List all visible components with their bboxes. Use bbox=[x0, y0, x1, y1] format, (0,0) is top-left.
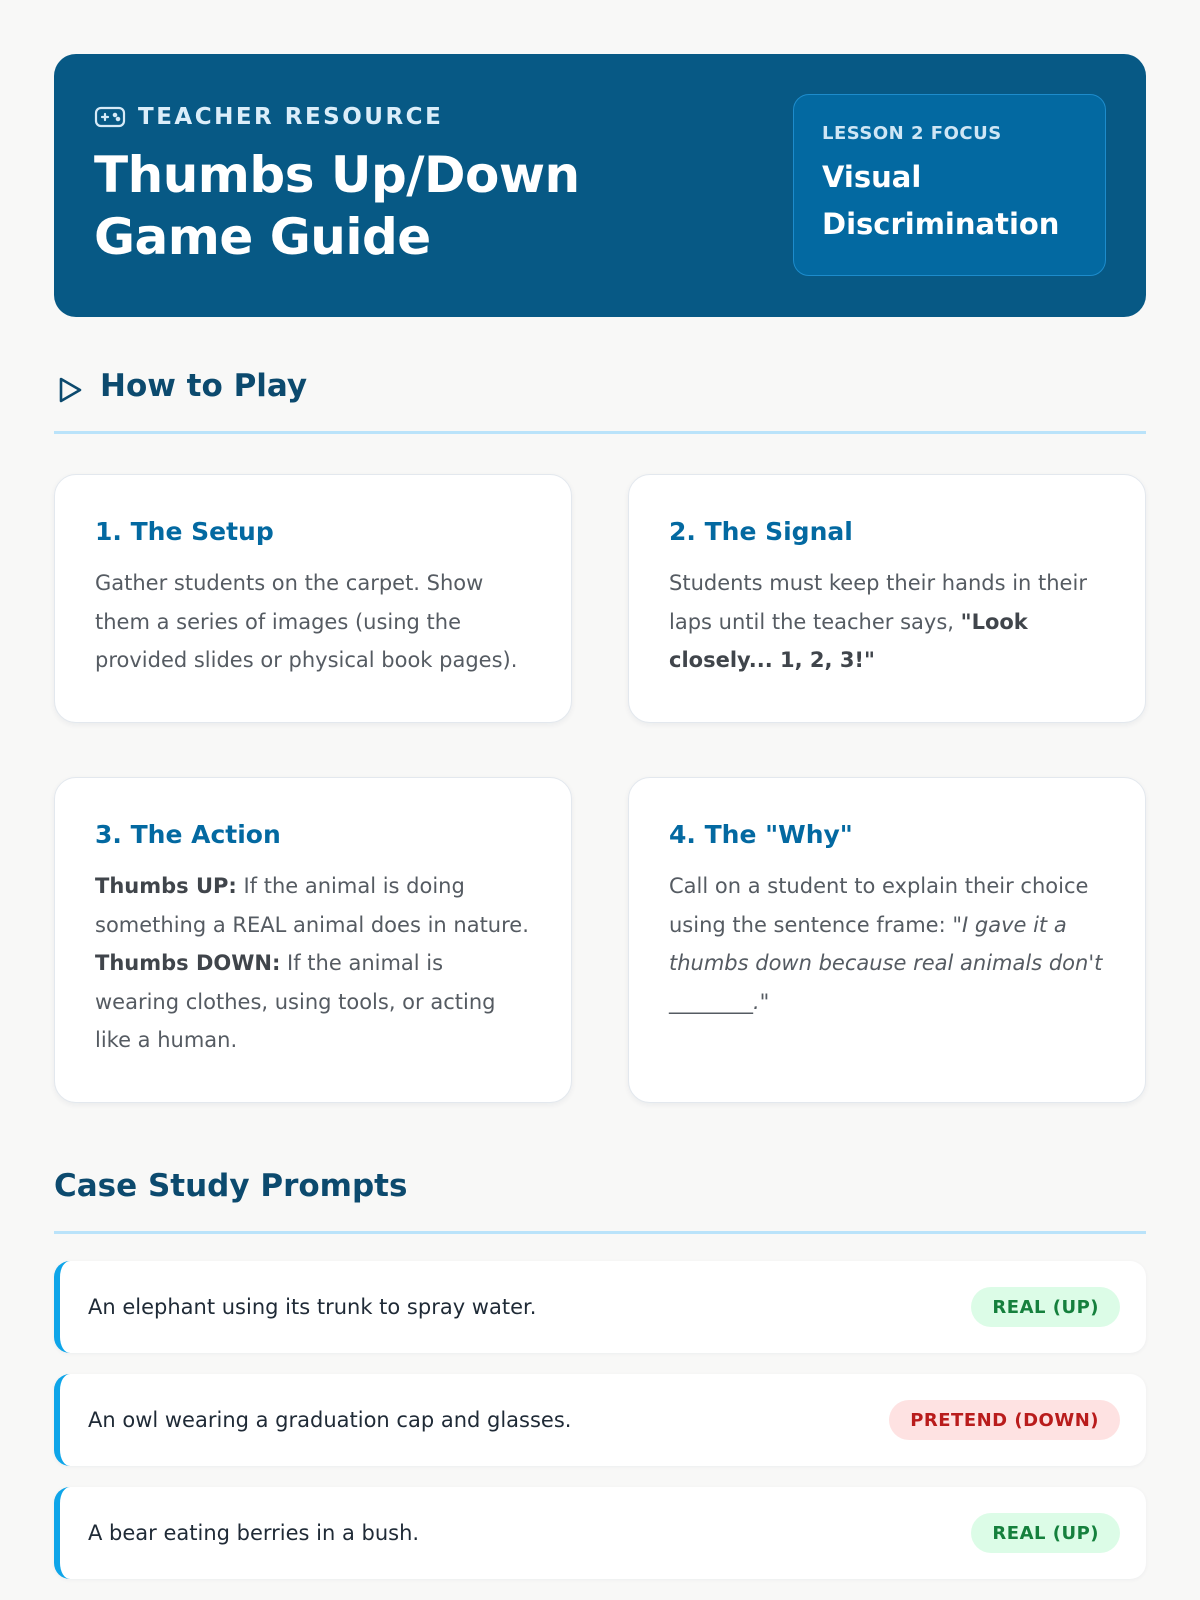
signal-phrase: "Look closely... 1, 2, 3!" bbox=[669, 609, 1028, 672]
page-title: Thumbs Up/Down Game Guide bbox=[94, 146, 580, 266]
prompt-text: An owl wearing a graduation cap and glasses. bbox=[88, 1408, 572, 1432]
step-card-body bbox=[669, 564, 1105, 680]
list-item bbox=[54, 1487, 1146, 1579]
gamepad-icon bbox=[94, 104, 126, 130]
step-card-body: Gather students on the carpet. Show them a series of images (using the provided slides or physical book pages). bbox=[95, 571, 518, 672]
sentence-frame: "I gave it a thumbs down because real animals don't ________." bbox=[669, 912, 1103, 1014]
status-badge: REAL (UP) bbox=[971, 1513, 1120, 1553]
how-to-play-title: How to Play bbox=[100, 368, 308, 404]
play-icon bbox=[54, 374, 86, 406]
step-card-title: 2. The Signal bbox=[669, 517, 853, 546]
step-card-action bbox=[54, 777, 572, 1103]
step-card-why bbox=[628, 777, 1146, 1103]
step-card-title: 3. The Action bbox=[95, 820, 281, 849]
thumbs-down-text: If the animal is wearing clothes, using tools, or acting like a human. bbox=[95, 951, 496, 1052]
lesson-focus-label: LESSON 2 FOCUS bbox=[822, 123, 1002, 144]
lesson-focus-value: Visual Discrimination bbox=[822, 160, 1060, 241]
thumbs-up-text: If the animal is doing something a REAL animal does in nature. bbox=[95, 874, 529, 937]
header-left bbox=[94, 104, 744, 268]
prompt-text: A bear eating berries in a bush. bbox=[88, 1521, 420, 1545]
status-badge: REAL (UP) bbox=[971, 1287, 1120, 1327]
case-study-title: Case Study Prompts bbox=[54, 1168, 408, 1204]
thumbs-down-label: Thumbs DOWN: bbox=[95, 951, 281, 975]
step-card-body bbox=[95, 867, 531, 1060]
why-text: Call on a student to explain their choice using the sentence frame: bbox=[669, 874, 1089, 937]
step-card-setup bbox=[54, 474, 572, 723]
list-item bbox=[54, 1374, 1146, 1466]
case-study-heading bbox=[54, 1168, 1146, 1234]
step-card-body bbox=[669, 867, 1105, 1021]
step-card-signal bbox=[628, 474, 1146, 723]
prompt-text: An elephant using its trunk to spray water. bbox=[88, 1295, 537, 1319]
how-to-play-heading bbox=[54, 368, 1146, 434]
list-item bbox=[54, 1261, 1146, 1353]
eyebrow bbox=[94, 104, 744, 130]
status-badge: PRETEND (DOWN) bbox=[889, 1400, 1120, 1440]
signal-text: Students must keep their hands in their laps until the teacher says, bbox=[669, 571, 1087, 634]
step-card-title: 4. The "Why" bbox=[669, 820, 853, 849]
step-card-title: 1. The Setup bbox=[95, 517, 274, 546]
header-banner bbox=[54, 54, 1146, 317]
eyebrow-label: TEACHER RESOURCE bbox=[138, 104, 444, 130]
thumbs-up-label: Thumbs UP: bbox=[95, 874, 237, 898]
lesson-focus-box bbox=[793, 94, 1106, 276]
